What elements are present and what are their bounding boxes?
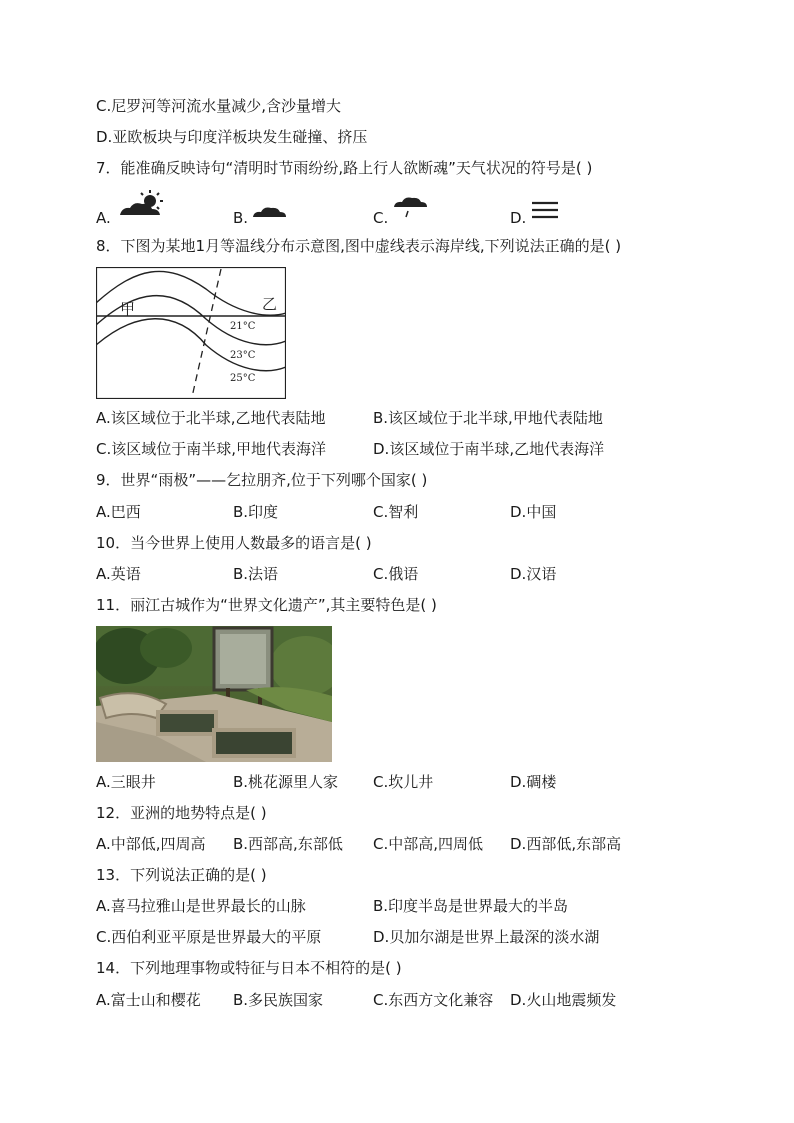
three-eye-well-photo: [96, 626, 332, 762]
q9-option-a: A.巴西: [96, 503, 141, 521]
isotherm-label-21: 21°C: [230, 321, 256, 332]
q11-stem: 11．丽江古城作为“世界文化遗产”,其主要特色是( ): [96, 596, 437, 614]
q11-option-c: C.坎儿井: [373, 773, 434, 791]
light-rain-icon: [390, 194, 430, 222]
q14-option-d: D.火山地震频发: [510, 991, 617, 1009]
q7-option-d-label: D.: [510, 209, 527, 227]
q8-option-a: A.该区域位于北半球,乙地代表陆地: [96, 409, 326, 427]
q9-stem: 9．世界“雨极”——乞拉朋齐,位于下列哪个国家( ): [96, 471, 428, 489]
q8-option-c: C.该区域位于南半球,甲地代表海洋: [96, 440, 327, 458]
q7-option-c-label: C.: [373, 209, 389, 227]
q11-option-d: D.碉楼: [510, 773, 557, 791]
isotherm-label-25: 25°C: [230, 373, 256, 384]
q12-option-d: D.西部低,东部高: [510, 835, 622, 853]
q10-option-b: B.法语: [233, 565, 279, 583]
fog-icon: [530, 200, 560, 220]
q7-stem: 7．能准确反映诗句“清明时节雨纷纷,路上行人欲断魂”天气状况的符号是( ): [96, 159, 593, 177]
sunny-cloudy-icon: [114, 189, 170, 219]
q12-option-a: A.中部低,四周高: [96, 835, 206, 853]
q8-stem: 8．下图为某地1月等温线分布示意图,图中虚线表示海岸线,下列说法正确的是( ): [96, 237, 622, 255]
q11-option-a: A.三眼井: [96, 773, 156, 791]
q12-option-b: B.西部高,东部低: [233, 835, 343, 853]
q14-option-a: A.富士山和樱花: [96, 991, 201, 1009]
q7-option-a-label: A.: [96, 209, 111, 227]
jia-label: 甲: [120, 300, 136, 318]
q13-option-b: B.印度半岛是世界最大的半岛: [373, 897, 569, 915]
q6-option-d: D.亚欧板块与印度洋板块发生碰撞、挤压: [96, 128, 368, 146]
q10-option-a: A.英语: [96, 565, 141, 583]
q14-option-b: B.多民族国家: [233, 991, 324, 1009]
q9-option-d: D.中国: [510, 503, 557, 521]
q8-option-d: D.该区域位于南半球,乙地代表海洋: [373, 440, 605, 458]
isotherm-label-23: 23°C: [230, 350, 256, 361]
q13-option-c: C.西伯利亚平原是世界最大的平原: [96, 928, 322, 946]
q13-stem: 13．下列说法正确的是( ): [96, 866, 267, 884]
q12-option-c: C.中部高,四周低: [373, 835, 484, 853]
yi-label: 乙: [262, 295, 278, 313]
q12-stem: 12．亚洲的地势特点是( ): [96, 804, 267, 822]
q14-option-c: C.东西方文化兼容: [373, 991, 494, 1009]
cloudy-icon: [250, 203, 288, 219]
q10-option-d: D.汉语: [510, 565, 557, 583]
q9-option-c: C.智利: [373, 503, 419, 521]
q13-option-a: A.喜马拉雅山是世界最长的山脉: [96, 897, 306, 915]
q9-option-b: B.印度: [233, 503, 279, 521]
q10-option-c: C.俄语: [373, 565, 419, 583]
q7-option-b-label: B.: [233, 209, 249, 227]
q8-option-b: B.该区域位于北半球,甲地代表陆地: [373, 409, 603, 427]
q13-option-d: D.贝加尔湖是世界上最深的淡水湖: [373, 928, 600, 946]
q11-option-b: B.桃花源里人家: [233, 773, 339, 791]
q10-stem: 10．当今世界上使用人数最多的语言是( ): [96, 534, 372, 552]
q14-stem: 14．下列地理事物或特征与日本不相符的是( ): [96, 959, 402, 977]
q6-option-c: C.尼罗河等河流水量减少,含沙量增大: [96, 97, 342, 115]
isotherm-diagram: [96, 267, 286, 399]
